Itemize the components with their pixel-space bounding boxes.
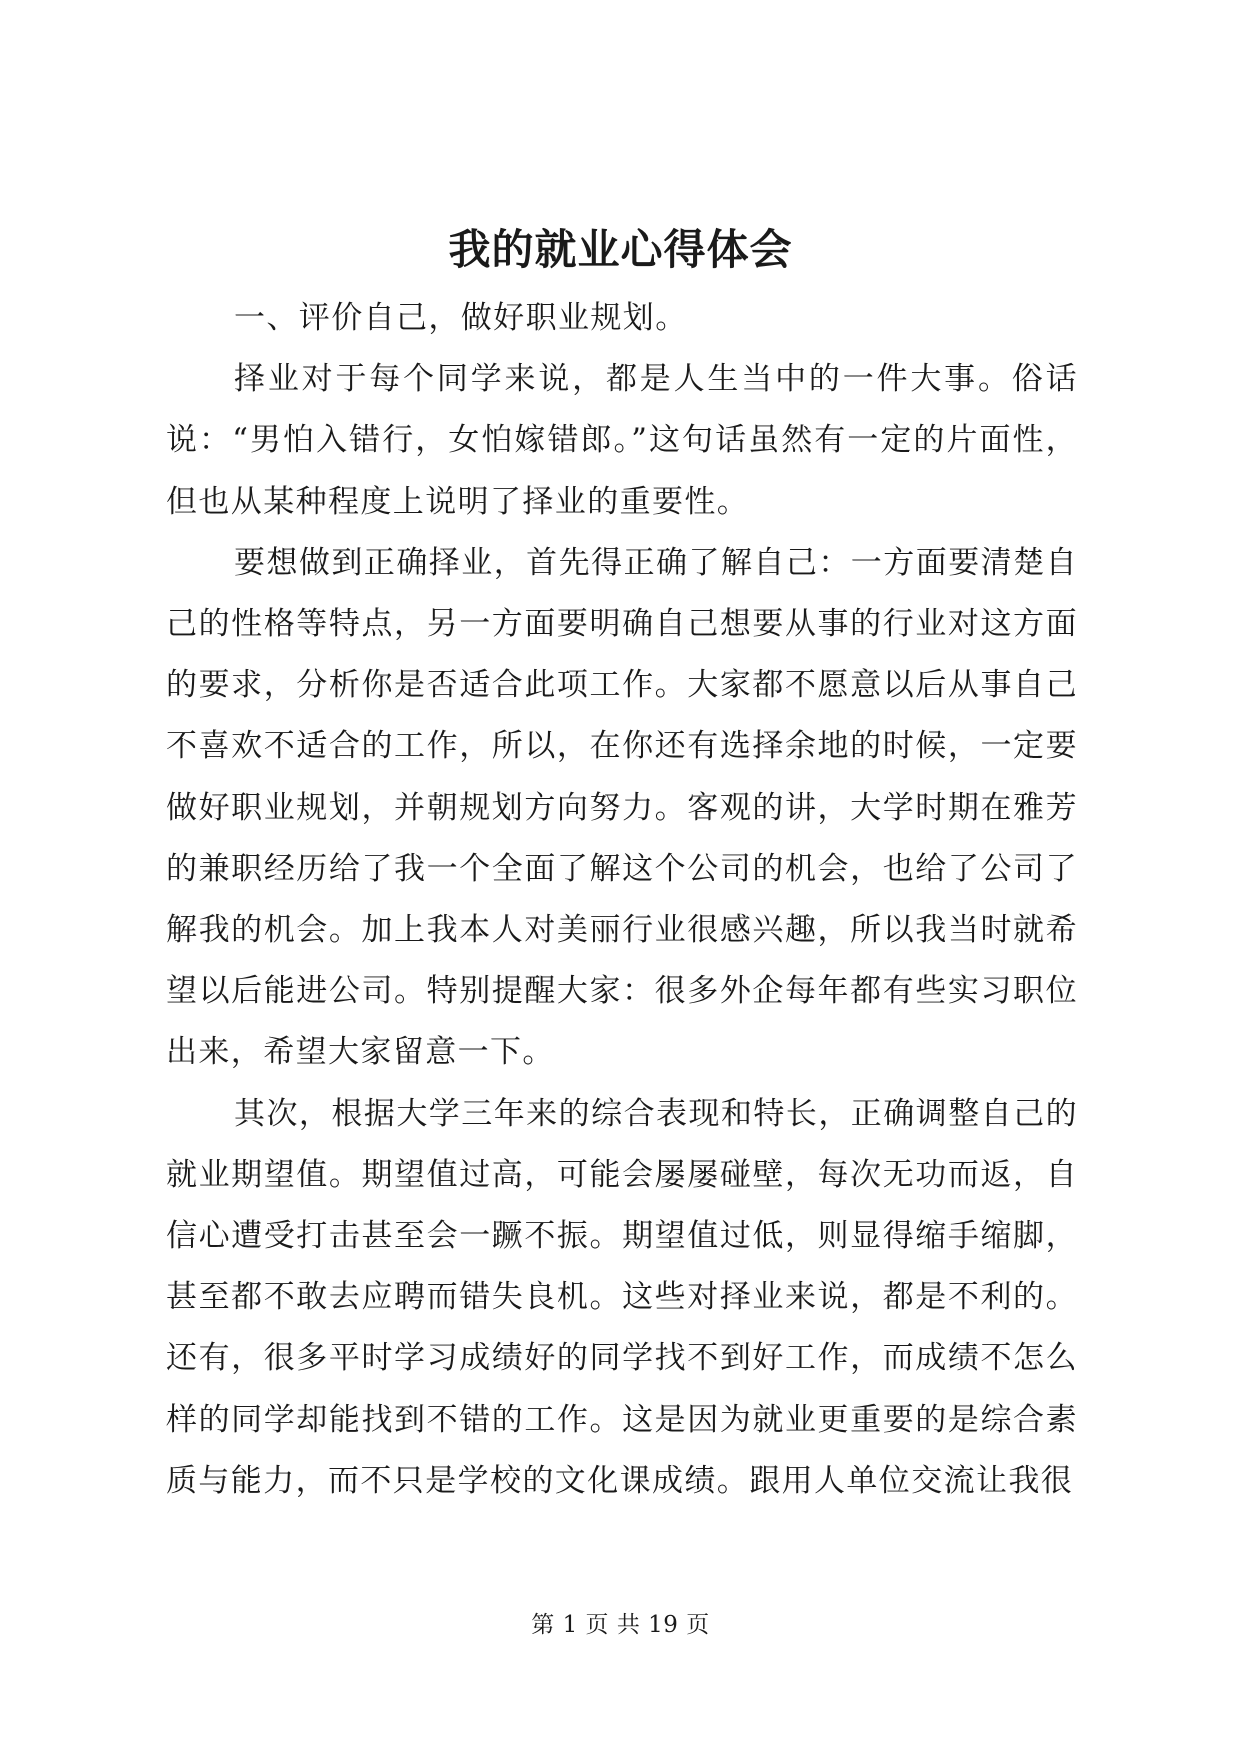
page-footer: 第 1 页 共 19 页 [531, 1612, 710, 1638]
paragraph: 择业对于每个同学来说，都是人生当中的一件大事。俗话说：“男怕入错行，女怕嫁错郎。”这句话虽然有一定的片面性，但也从某种程度上说明了择业的重要性。 [166, 361, 1078, 520]
paragraph: 要想做到正确择业，首先得正确了解自己：一方面要清楚自己的性格等特点，另一方面要明确自己想要从事的行业对这方面的要求，分析你是否适合此项工作。大家都不愿意以后从事自己不喜欢不适合的工作，所以，在你还有选择余地的时候，一定要做好职业规划，并朝规划方向努力。客观的讲，大学时期在雅芳的兼职经历给了我一个全面了解这个公司的机会，也给了公司了解我的机会。加上我本人对美丽行业很感兴趣，所以我当时就希望以后能进公司。特别提醒大家：很多外企每年都有些实习职位出来，希望大家留意一下。 [166, 544, 1078, 1071]
document-body [166, 288, 1078, 1512]
document-title: 我的就业心得体会 [448, 225, 793, 274]
paragraph-heading-1: 一、评价自己，做好职业规划。 [234, 300, 688, 336]
paragraph: 其次，根据大学三年来的综合表现和特长，正确调整自己的就业期望值。期望值过高，可能会屡屡碰壁，每次无功而返，自信心遭受打击甚至会一蹶不振。期望值过低，则显得缩手缩脚，甚至都不敢去应聘而错失良机。这些对择业来说，都是不利的。还有，很多平时学习成绩好的同学找不到好工作，而成绩不怎么样的同学却能找到不错的工作。这是因为就业更重要的是综合素质与能力，而不只是学校的文化课成绩。跟用人单位交流让我很 [166, 1095, 1078, 1499]
